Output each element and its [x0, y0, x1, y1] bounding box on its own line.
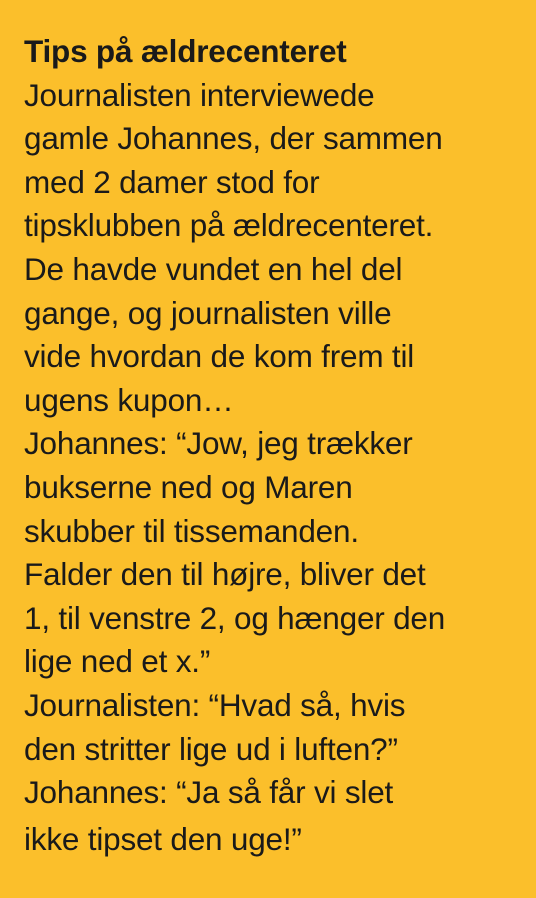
text-line: Falder den til højre, bliver det — [24, 556, 426, 593]
text-line: bukserne ned og Maren — [24, 468, 353, 505]
text-line: den stritter lige ud i luften?” — [24, 730, 398, 767]
joke-text-block — [24, 30, 524, 861]
text-line: ikke tipset den uge!” — [24, 820, 302, 857]
text-line: Journalisten: “Hvad så, hvis — [24, 686, 406, 723]
text-line: tipsklubben på ældrecenteret. — [24, 207, 434, 244]
text-line: De havde vundet en hel del — [24, 250, 403, 287]
joke-title: Tips på ældrecenteret — [24, 33, 347, 69]
text-line: skubber til tissemanden. — [24, 512, 359, 549]
text-line: ugens kupon… — [24, 381, 234, 418]
text-line: med 2 damer stod for — [24, 163, 320, 200]
text-line: Journalisten interviewede — [24, 76, 375, 113]
text-line: lige ned et x.” — [24, 643, 211, 680]
text-line: gange, og journalisten ville — [24, 294, 392, 331]
text-line: 1, til venstre 2, og hænger den — [24, 599, 446, 636]
text-line: Johannes: “Ja så får vi slet — [24, 774, 394, 811]
text-line: gamle Johannes, der sammen — [24, 120, 443, 157]
text-line: Johannes: “Jow, jeg trækker — [24, 425, 413, 462]
text-line: vide hvordan de kom frem til — [24, 338, 415, 375]
